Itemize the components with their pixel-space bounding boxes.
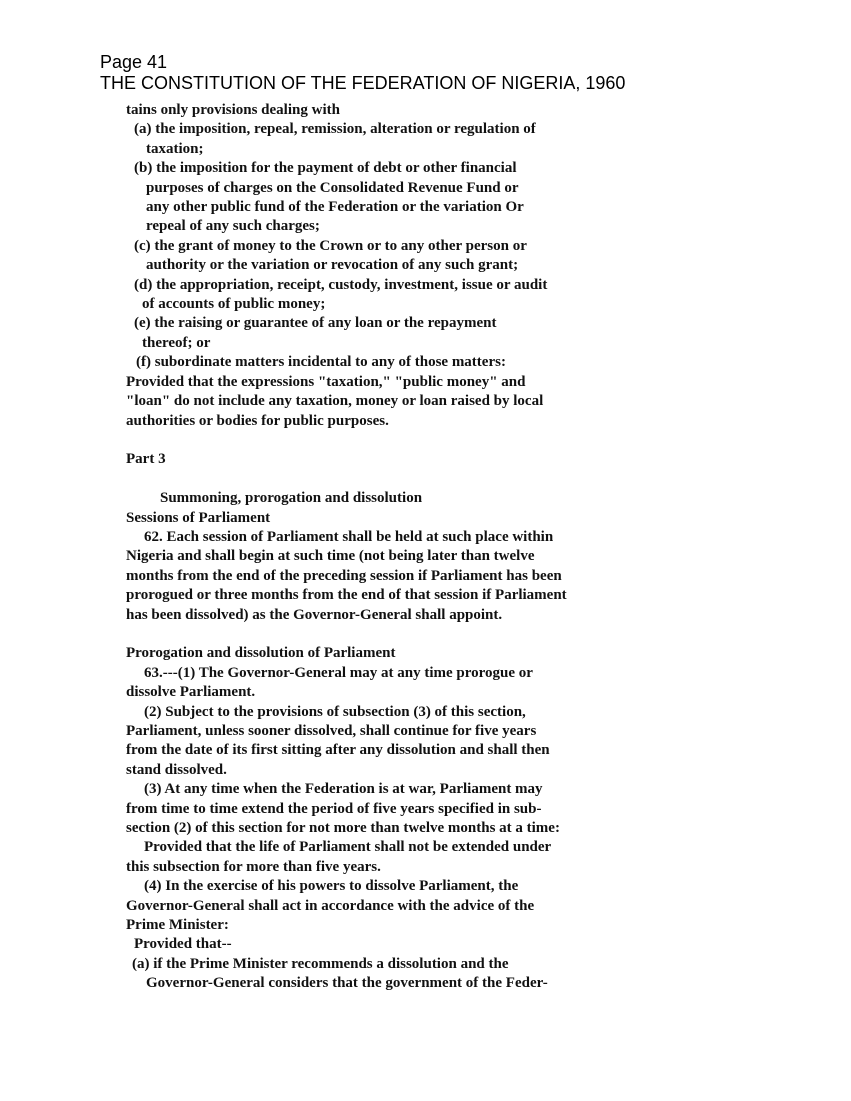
text-line: Prime Minister: [126, 917, 229, 934]
text-line: (2) Subject to the provisions of subsection (3) of this section, [144, 703, 526, 720]
text-line: (c) the grant of money to the Crown or to any other person or [134, 237, 527, 254]
text-line: (d) the appropriation, receipt, custody, investment, issue or audit [134, 276, 548, 293]
text-line: stand dissolved. [126, 761, 227, 778]
text-line: tains only provisions dealing with [126, 102, 340, 118]
text-line: (b) the imposition for the payment of debt or other financial [134, 160, 517, 177]
text-line: Parliament, unless sooner dissolved, shall continue for five years [126, 722, 537, 739]
text-line: section (2) of this section for not more than twelve months at a time: [126, 819, 560, 836]
text-line: has been dissolved) as the Governor-General shall appoint. [126, 606, 503, 623]
text-line: taxation; [146, 140, 204, 157]
text-line: authority or the variation or revocation of any such grant; [146, 257, 519, 274]
text-line: thereof; or [142, 334, 211, 351]
text-line: Provided that the life of Parliament shall not be extended under [144, 839, 552, 856]
text-line: of accounts of public money; [142, 296, 326, 313]
text-line: this subsection for more than five years. [126, 858, 381, 875]
page-header [100, 52, 820, 94]
text-line: Provided that the expressions "taxation," "public money" and [126, 373, 526, 390]
blank-line [126, 625, 816, 644]
text-line: dissolve Parliament. [126, 684, 256, 701]
blank-line [126, 470, 816, 489]
text-line: from the date of its first sitting after any dissolution and shall then [126, 742, 550, 759]
text-line: (a) the imposition, repeal, remission, alteration or regulation of [134, 121, 536, 138]
text-line: (f) subordinate matters incidental to any of those matters: [136, 354, 506, 371]
text-line: Governor-General considers that the government of the Feder- [146, 975, 548, 992]
document-title: THE CONSTITUTION OF THE FEDERATION OF NIGERIA, 1960 [100, 73, 626, 93]
text-line: Summoning, prorogation and dissolution [160, 490, 423, 507]
text-line: Nigeria and shall begin at such time (not being later than twelve [126, 548, 535, 565]
document-body [126, 101, 816, 994]
text-line: repeal of any such charges; [146, 218, 320, 235]
text-line: Provided that-- [134, 936, 232, 953]
text-line: authorities or bodies for public purposes. [126, 412, 389, 429]
text-line: (3) At any time when the Federation is at war, Parliament may [144, 781, 543, 798]
text-line: prorogued or three months from the end of that session if Parliament [126, 587, 567, 604]
text-line: Part 3 [126, 451, 166, 468]
text-line: "loan" do not include any taxation, money or loan raised by local [126, 393, 544, 410]
text-line: Prorogation and dissolution of Parliament [126, 645, 396, 662]
text-line: from time to time extend the period of five years specified in sub- [126, 800, 542, 817]
text-line: any other public fund of the Federation or the variation Or [146, 199, 524, 216]
blank-line [126, 431, 816, 450]
text-line: (a) if the Prime Minister recommends a dissolution and the [132, 955, 509, 972]
text-line: Sessions of Parliament [126, 509, 271, 526]
text-line: Governor-General shall act in accordance with the advice of the [126, 897, 535, 914]
text-line: months from the end of the preceding session if Parliament has been [126, 567, 562, 584]
text-line: 62. Each session of Parliament shall be held at such place within [144, 528, 554, 545]
page-number: Page 41 [100, 52, 168, 72]
text-line: 63.---(1) The Governor-General may at any time prorogue or [144, 664, 533, 681]
text-line: (4) In the exercise of his powers to dissolve Parliament, the [144, 878, 519, 895]
text-line: purposes of charges on the Consolidated Revenue Fund or [146, 179, 519, 196]
text-line: (e) the raising or guarantee of any loan or the repayment [134, 315, 497, 332]
